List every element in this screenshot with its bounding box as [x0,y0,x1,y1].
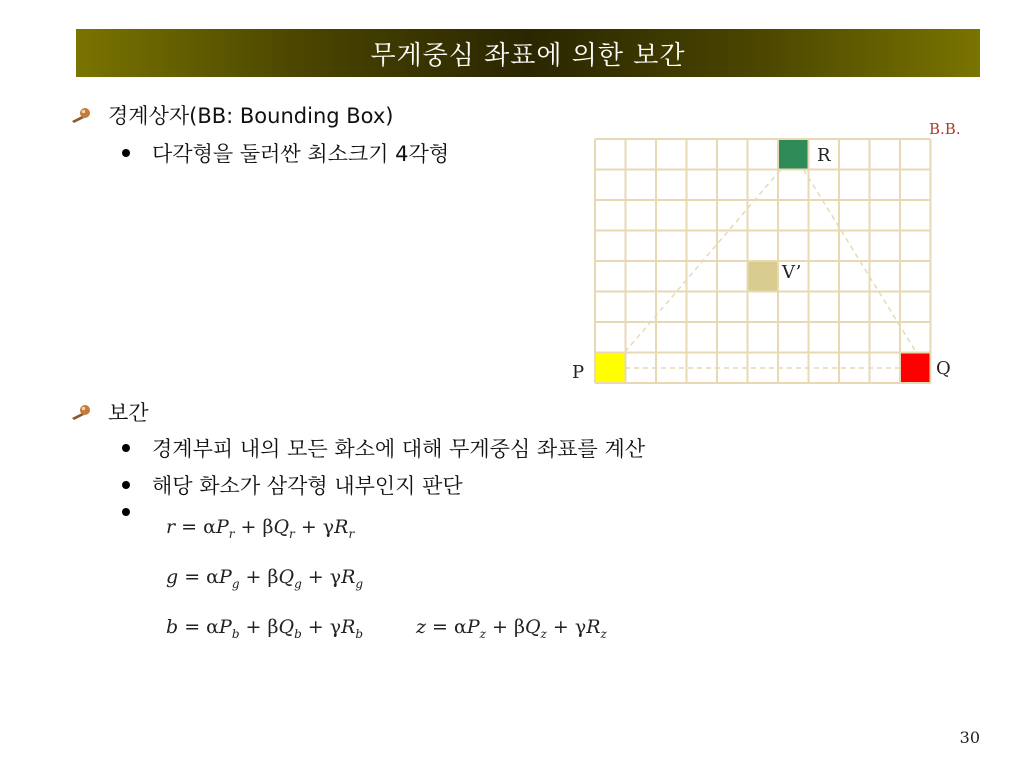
formula-b: $b = \alpha P_b + \beta Q_b + \gamma R_b$ [166,616,364,641]
bullet-dot-icon [122,481,130,489]
pixel-r [779,140,808,169]
bullet-dot-icon [122,149,130,157]
bounding-box-diagram [560,110,980,400]
formula-z: $z = \alpha P_z + \beta Q_z + \gamma R_z$ [416,616,607,641]
slide-title: 무게중심 좌표에 의한 보간 [370,40,686,71]
formula-bullet-row [122,508,152,516]
section1-item-row [122,138,449,168]
section2-item: 경계부피 내의 모든 화소에 대해 무게중심 좌표를 계산 [152,437,646,461]
pin-bullet-icon [70,106,92,124]
pixel-grid [595,139,931,383]
pin-bullet-icon [70,403,92,421]
bullet-dot-icon [122,508,130,516]
label-p: P [572,362,585,383]
label-q: Q [936,358,951,379]
label-r: R [817,145,831,166]
pixel-p [596,354,625,383]
bb-label: B.B. [929,120,961,138]
title-bar [76,29,980,77]
section2-item-row [122,470,463,500]
formula-r: $r = \alpha P_r + \beta Q_r + \gamma R_r$ [166,516,355,541]
section1-item: 다각형을 둘러싼 최소크기 4각형 [152,142,450,166]
bullet-dot-icon [122,444,130,452]
section1-heading-row [70,100,393,130]
section1-heading: 경계상자(BB: Bounding Box) [108,104,394,128]
label-v: V’ [782,262,802,283]
section2-heading: 보간 [108,401,149,425]
section2-heading-row [70,397,149,427]
grid-figure [560,110,980,400]
formula-g: $g = \alpha P_g + \beta Q_g + \gamma R_g$ [166,566,364,591]
page-number: 30 [959,728,980,747]
pixel-v [749,262,778,291]
section2-item: 해당 화소가 삼각형 내부인지 판단 [152,474,463,498]
pixel-q [901,354,930,383]
section2-item-row [122,433,645,463]
